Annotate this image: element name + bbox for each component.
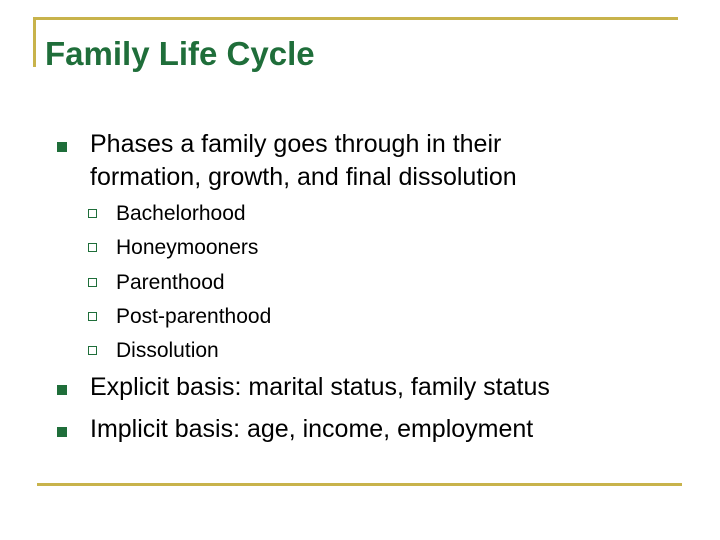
sub-item-post-parenthood: Post-parenthood <box>116 305 272 328</box>
frame-top-rule <box>33 17 678 20</box>
square-bullet-icon <box>57 142 67 152</box>
frame-bottom-rule <box>37 483 682 486</box>
hollow-square-bullet-icon <box>88 243 97 252</box>
hollow-square-bullet-icon <box>88 346 97 355</box>
sub-item-parenthood: Parenthood <box>116 271 225 294</box>
slide-title: Family Life Cycle <box>45 35 315 72</box>
hollow-square-bullet-icon <box>88 278 97 287</box>
hollow-square-bullet-icon <box>88 209 97 218</box>
sub-item-honeymooners: Honeymooners <box>116 236 259 259</box>
bullet-3-text: Implicit basis: age, income, employment <box>90 415 534 443</box>
hollow-square-bullet-icon <box>88 312 97 321</box>
sub-item-dissolution: Dissolution <box>116 339 219 362</box>
bullet-2-text: Explicit basis: marital status, family status <box>90 373 550 401</box>
sub-item-bachelorhood: Bachelorhood <box>116 202 246 225</box>
square-bullet-icon <box>57 385 67 395</box>
bullet-1-line-2: formation, growth, and final dissolution <box>90 163 517 191</box>
square-bullet-icon <box>57 427 67 437</box>
bullet-1-line-1: Phases a family goes through in their <box>90 130 502 158</box>
frame-left-rule <box>33 17 36 67</box>
